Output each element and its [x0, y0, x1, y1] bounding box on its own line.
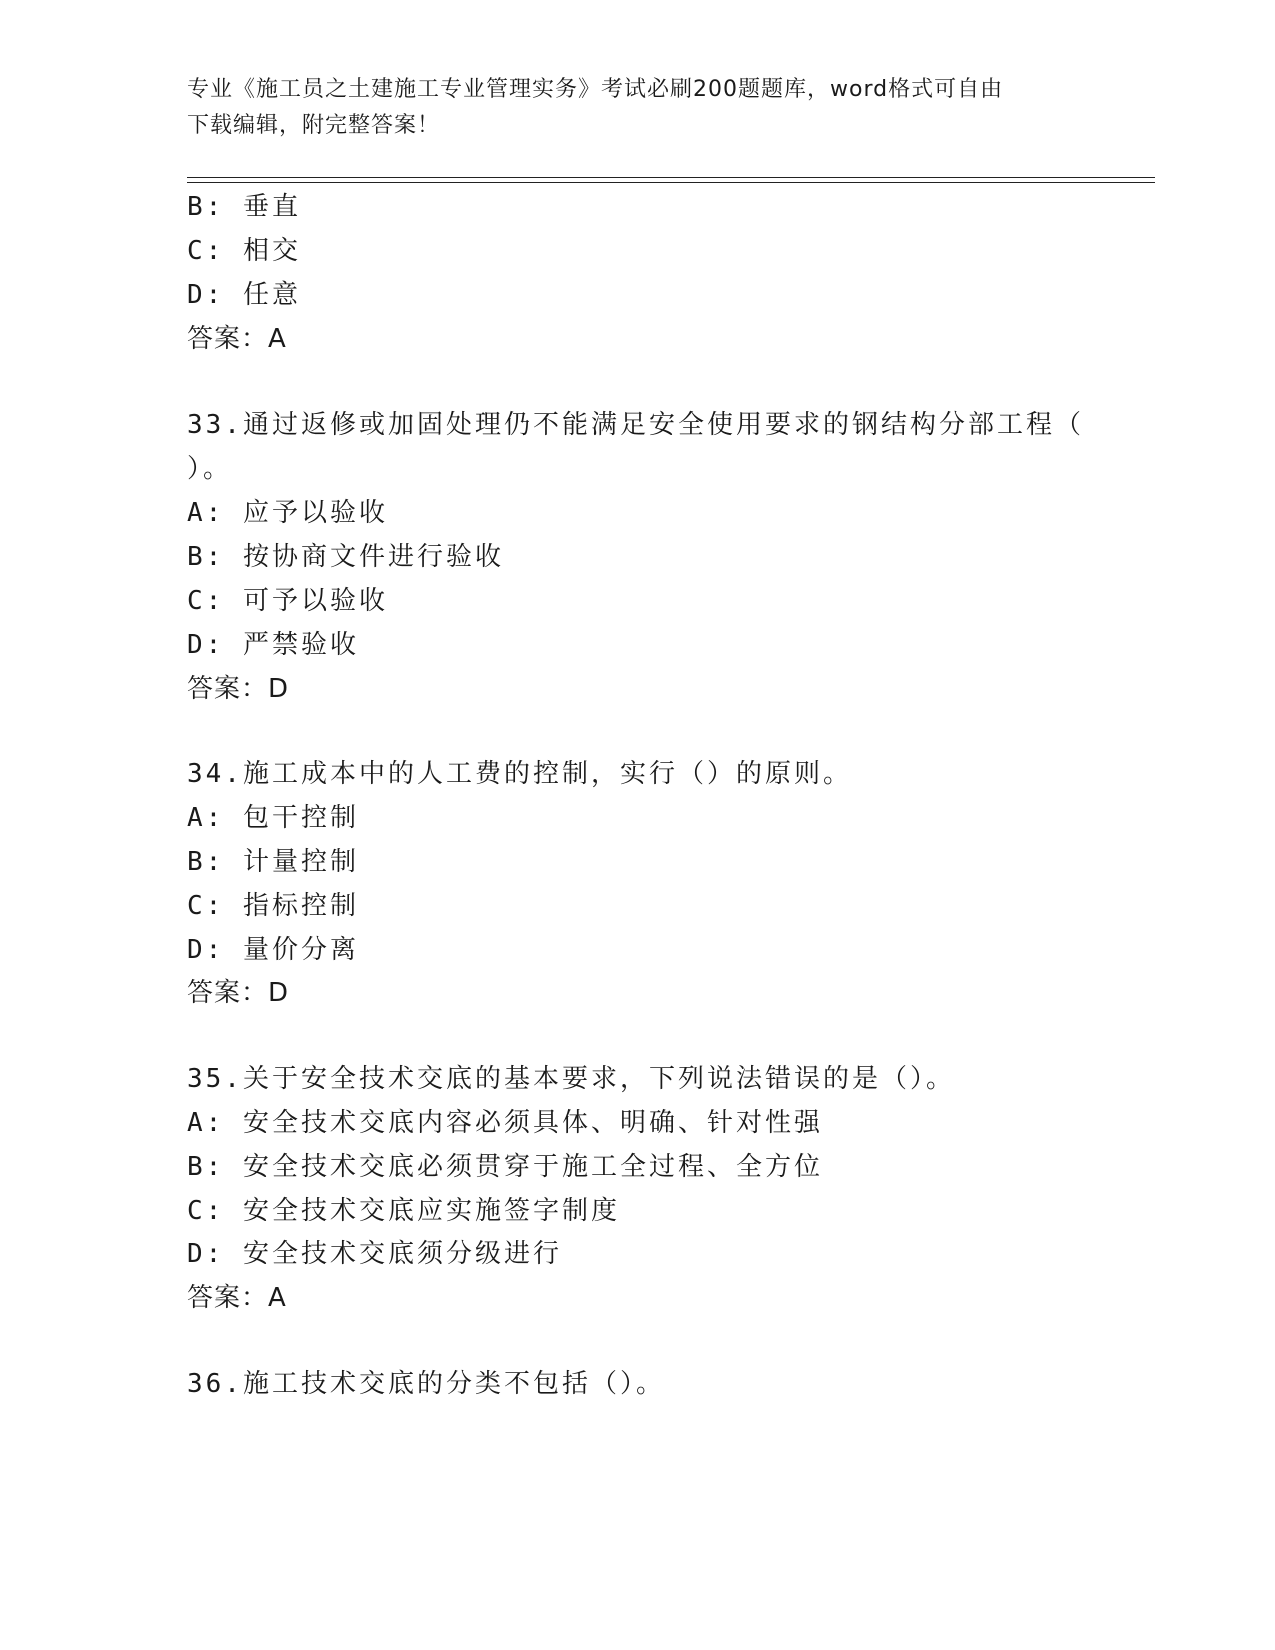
option-d: D: 安全技术交底须分级进行	[187, 1239, 562, 1269]
option-d: D: 任意	[187, 280, 301, 310]
document-header	[187, 72, 1087, 144]
answer-32: 答案：A	[187, 324, 287, 354]
option-b: B: 计量控制	[187, 847, 359, 877]
header-rule-top	[187, 177, 1155, 178]
answer-33: 答案：D	[187, 674, 290, 704]
option-b: B: 按协商文件进行验收	[187, 542, 504, 572]
option-d: D: 严禁验收	[187, 630, 359, 660]
answer-35: 答案：A	[187, 1283, 287, 1313]
question-35: 35.关于安全技术交底的基本要求，下列说法错误的是（）。	[187, 1064, 955, 1094]
header-line-2: 下载编辑，附完整答案！	[187, 113, 441, 138]
answer-34: 答案：D	[187, 978, 290, 1008]
header-line-1: 专业《施工员之土建施工专业管理实务》考试必刷200题题库，word格式可自由	[187, 77, 1004, 102]
question-34: 34.施工成本中的人工费的控制，实行（）的原则。	[187, 759, 852, 789]
question-33-line-2: ）。	[187, 454, 233, 484]
option-b: B: 垂直	[187, 192, 301, 222]
option-a: A: 应予以验收	[187, 498, 388, 528]
option-c: C: 可予以验收	[187, 586, 388, 616]
option-b: B: 安全技术交底必须贯穿于施工全过程、全方位	[187, 1152, 823, 1182]
header-rule-bottom	[187, 182, 1155, 183]
option-a: A: 安全技术交底内容必须具体、明确、针对性强	[187, 1108, 823, 1138]
option-d: D: 量价分离	[187, 935, 359, 965]
option-c: C: 安全技术交底应实施签字制度	[187, 1196, 620, 1226]
option-c: C: 指标控制	[187, 891, 359, 921]
question-33-line-1: 33.通过返修或加固处理仍不能满足安全使用要求的钢结构分部工程（	[187, 410, 1084, 440]
question-36: 36.施工技术交底的分类不包括（）。	[187, 1369, 665, 1399]
option-a: A: 包干控制	[187, 803, 359, 833]
option-c: C: 相交	[187, 236, 301, 266]
